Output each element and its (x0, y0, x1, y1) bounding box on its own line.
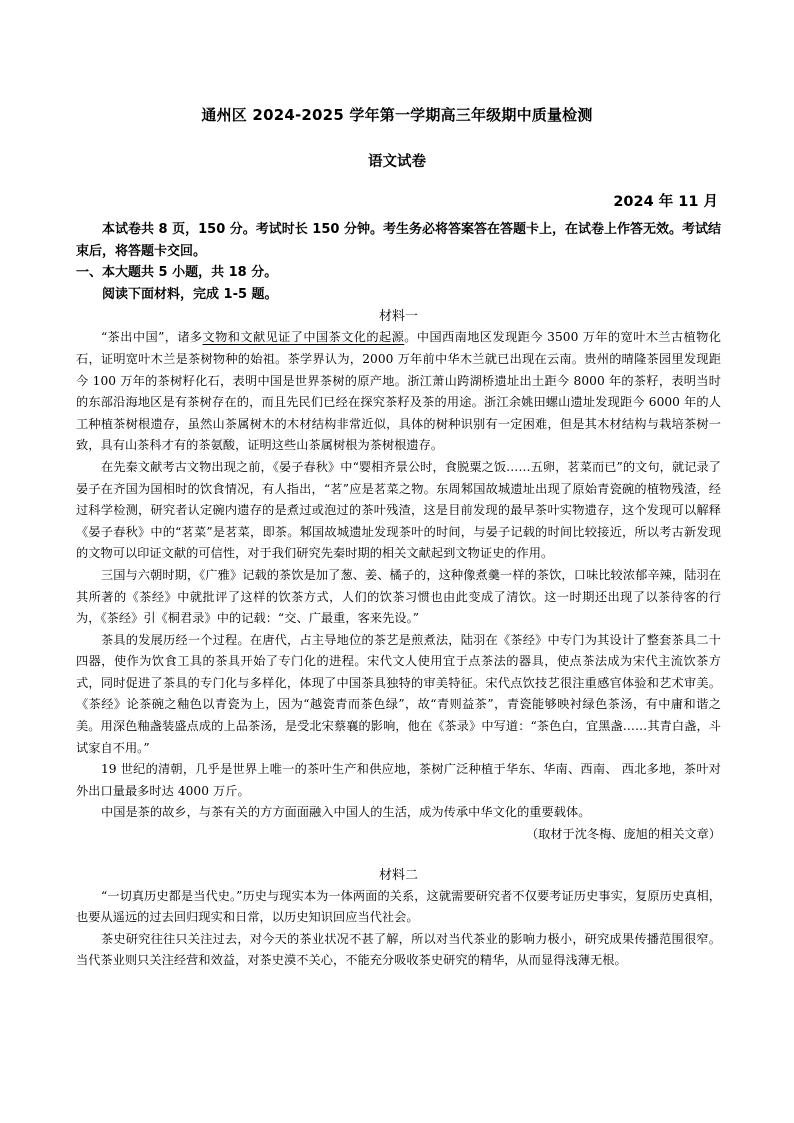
material-2-paragraph-2: 茶史研究往往只关注过去，对今天的茶业状况不甚了解，所以对当代茶业的影响力极小，研究成果传播范围很窄。当代茶业则只关注经营和效益，对茶史漠不关心，不能充分吸收茶史研究的精华，从而显得浅薄无根。 (76, 931, 721, 968)
material-1-paragraph-5: 19 世纪的清朝，几乎是世界上唯一的茶叶生产和供应地，茶树广泛种植于华东、华南、西南、 西北多地，茶叶对外出口量最多时达 4000 万斤。 (76, 762, 721, 798)
material-2-title: 材料二 (378, 867, 418, 883)
material-1-paragraph-2: 在先秦文献考古文物出现之前，《晏子春秋》中“婴相齐景公时，食脱粟之饭……五卵，茗菜而已”的文句，就记录了晏子在齐国为国相时的饮食情况，有人指出，“茗”应是茗菜之物。东周邾国故城遗址出现了原始青瓷碗的植物残渣，经过科学检测，研究者认定碗内遗存的是煮过或泡过的茶叶残渣，这是目前发现的最早茶叶实物遗存，这个发现可以解释《晏子春秋》中的“茗菜”是茗菜，即茶。邾国故城遗址发现茶叶的时间，与晏子记载的时间比较接近，所以考古新发现的文物可以印证文献的可信性，对于我们研究先秦时期的相关文献起到文物证史的作用。 (76, 459, 721, 561)
section-prompt: 阅读下面材料，完成 1-5 题。 (102, 286, 278, 302)
material-1-title: 材料一 (378, 309, 418, 325)
exam-subject: 语文试卷 (368, 154, 426, 170)
material-1-paragraph-1 (76, 327, 721, 457)
exam-content (76, 219, 721, 972)
paragraph-text: “茶出中国”，诸多 (101, 330, 203, 345)
material-2-paragraph-1: “一切真历史都是当代史。”历史与现实本为一体两面的关系，这就需要研究者不仅要考证历史事实，复原历史真相，也要从遥远的过去回归现实和日常，以历史知识回应当代社会。 (76, 888, 721, 925)
exam-title: 通州区 2024-2025 学年第一学期高三年级期中质量检测 (201, 106, 593, 124)
material-1-paragraph-4: 茶具的发展历经一个过程。在唐代，占主导地位的茶艺是煎煮法，陆羽在《茶经》中专门为其设计了整套茶具二十四器，使作为饮食工具的茶具开始了专门化的进程。宋代文人使用宜于点茶法的器具，使点茶法成为宋代主流饮茶方式，同时促进了茶具的专门化与多样化，体现了中国茶具独特的审美特征。宋代点饮技艺很注重感官体验和艺术审美。《茶经》论茶碗之釉色以青瓷为上，因为“越瓷青而茶色绿”，故“青则益茶”，青瓷能够映衬绿色茶汤，有中庸和谐之美。用深色釉盏装盛点成的上品茶汤，是受北宋蔡襄的影响，他在《茶录》中写道：“茶色白，宜黑盏……其青白盏，斗试家自不用。” (76, 632, 721, 755)
material-1-source: （取材于沈冬梅、庞旭的相关文章） (526, 827, 721, 842)
spacer (76, 846, 721, 864)
underlined-phrase: 文物和文献见证了中国茶文化的起源 (202, 330, 405, 345)
section-heading: 一、本大题共 5 小题，共 18 分。 (76, 265, 278, 281)
exam-date: 2024 年 11 月 (613, 194, 718, 210)
material-1-paragraph-6: 中国是茶的故乡，与茶有关的方方面面融入中国人的生活，成为传承中华文化的重要载体。 (101, 805, 591, 820)
exam-instructions: 本试卷共 8 页，150 分。考试时长 150 分钟。考生务必将答案答在答题卡上，在试卷上作答无效。考试结束后，将答题卡交回。 (76, 222, 721, 259)
paragraph-text: 。中国西南地区发现距今 3500 万年的宽叶木兰古植物化石，证明宽叶木兰是茶树物种的始祖。茶学界认为，2000 万年前中华木兰就已出现在云南。贵州的晴隆茶园里发现距今 100 万年的茶树籽化石，表明中国是世界茶树的原产地。浙江萧山跨湖桥遗址出土距今 8000 年的茶籽，表明当时的东部沿海地区是有茶树存在的，而且先民们已经在探究茶籽及茶的用途。浙江余姚田螺山遗址发现距今 6000 年的人工种植茶树根遗存，虽然山茶属树木的木材结构非常近似，具体的树种识别有一定困难，但是其木材结构与栽培茶树一致，具有山茶科才有的茶氨酸，证明这些山茶属树根为茶树根遗存。 (76, 330, 721, 453)
material-1-paragraph-3: 三国与六朝时期，《广雅》记载的茶饮是加了葱、姜、橘子的，这种像煮羹一样的茶饮，口味比较浓郁辛辣，陆羽在其所著的《茶经》中就批评了这样的饮茶方式，人们的饮茶习惯也由此变成了清饮。这一时期还出现了以茶待客的行为，《茶经》引《桐君录》中的记载：“交、广最重，客来先设。” (76, 567, 721, 626)
